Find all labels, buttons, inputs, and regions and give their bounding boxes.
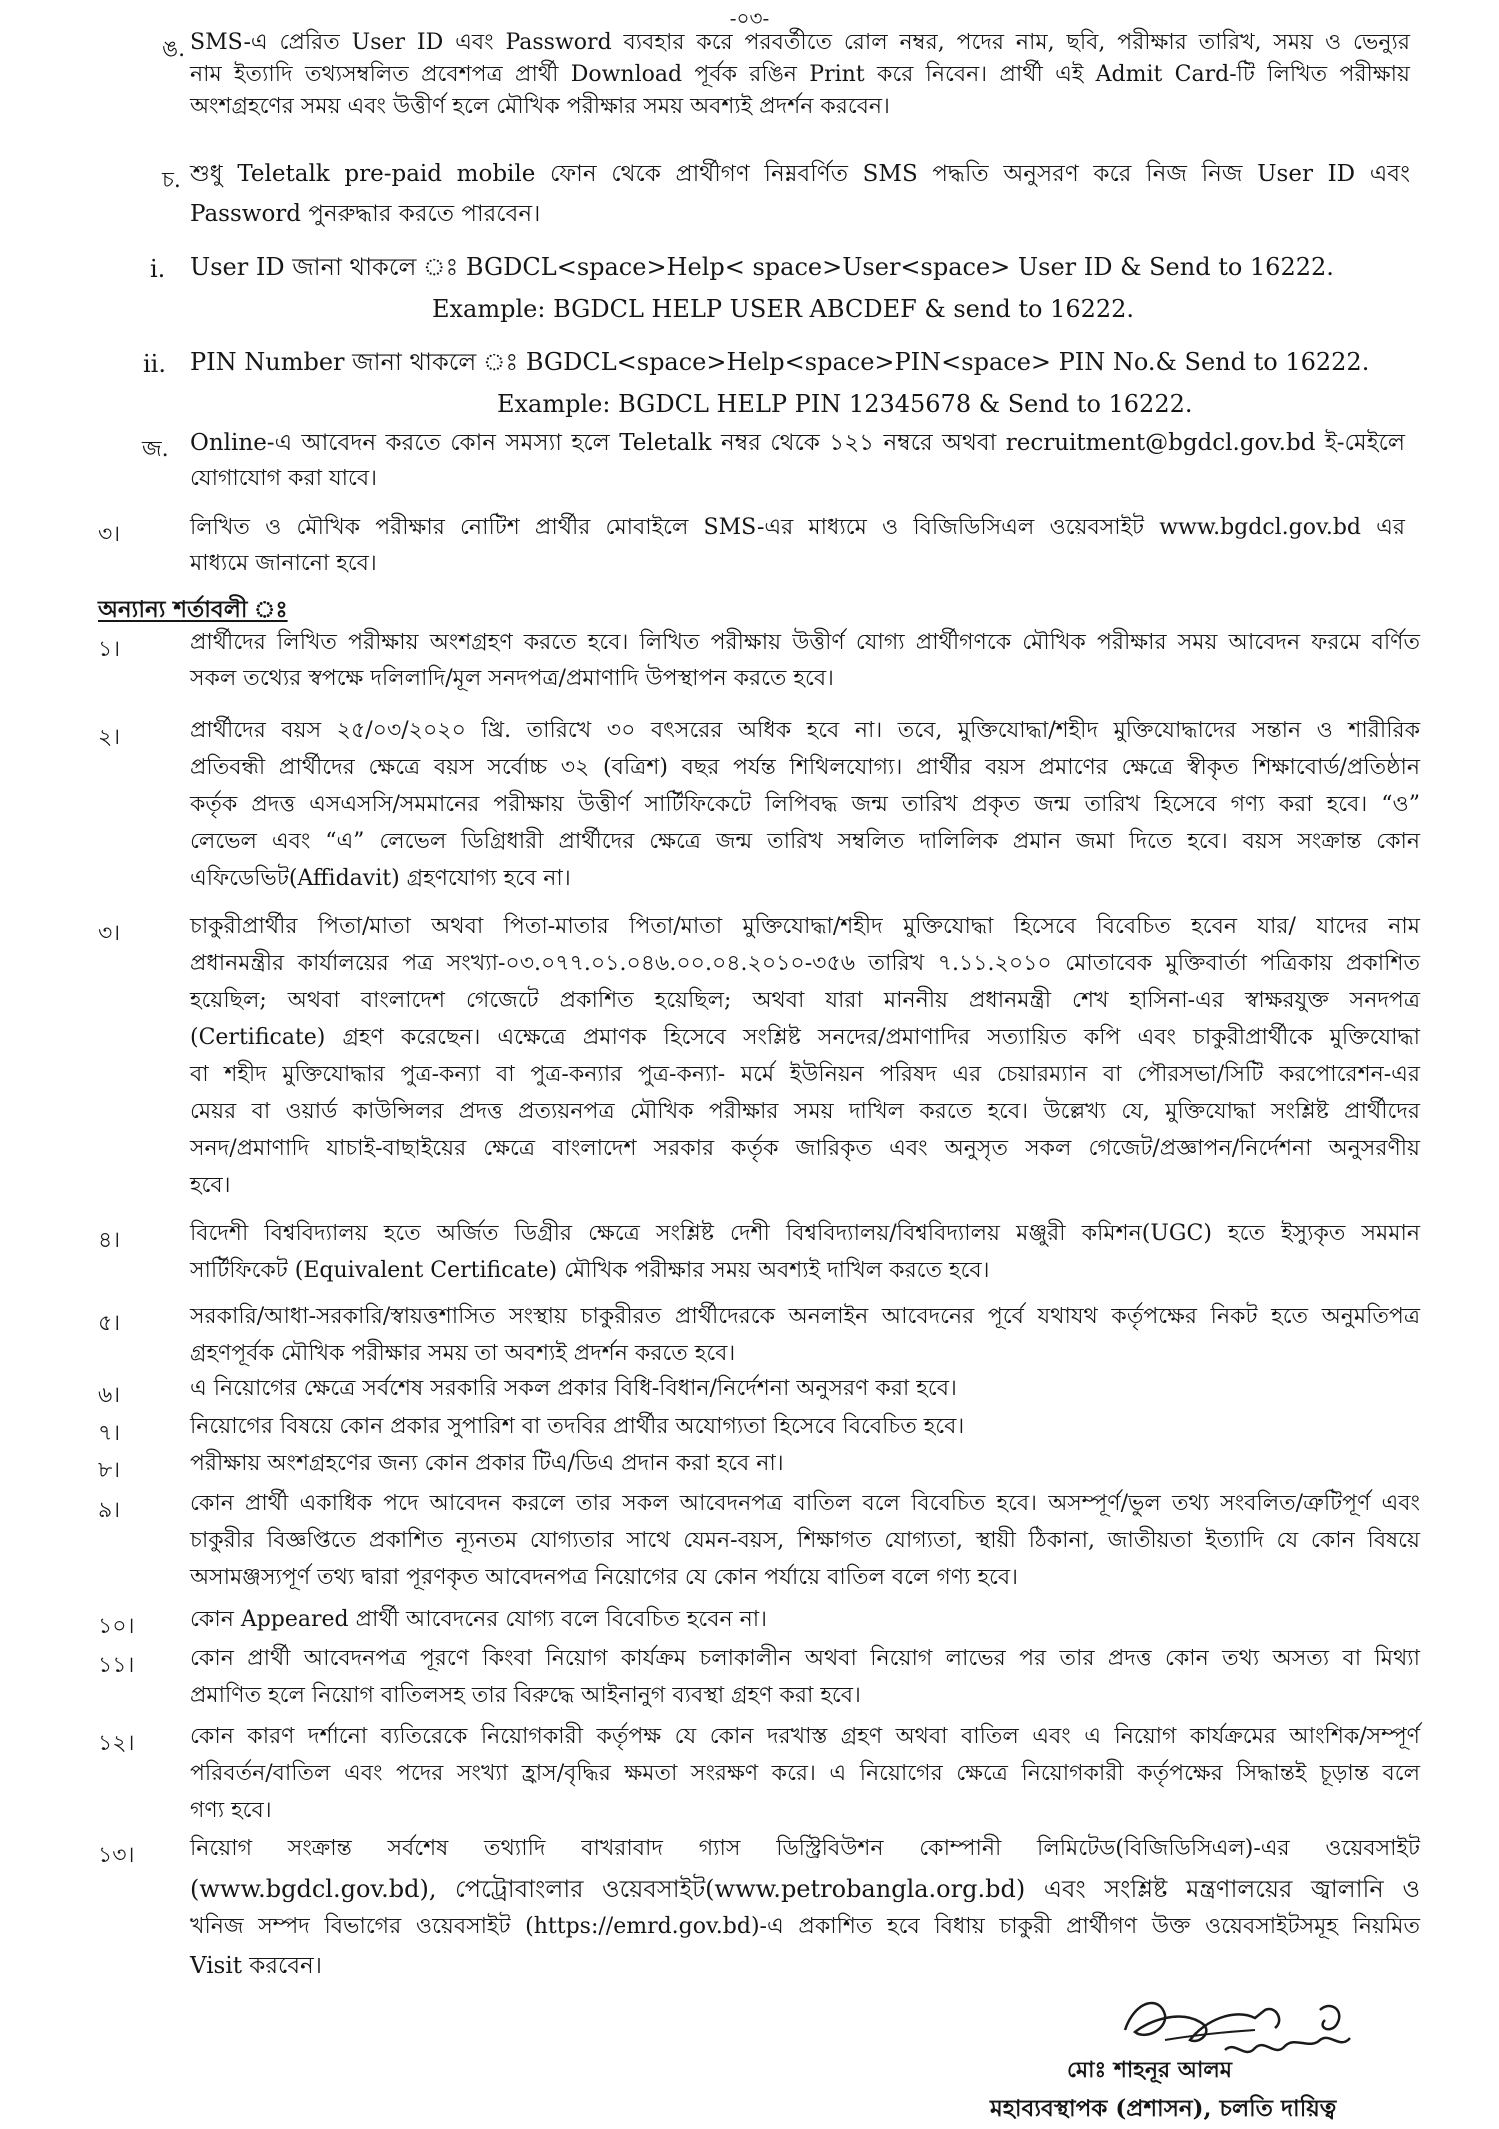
item-label: ৩। xyxy=(98,921,121,946)
item-line: সনদ/প্রমাণাদি যাচাই-বাছাইয়ের ক্ষেত্রে বাংলাদেশ সরকার কর্তৃক জারিকৃত এবং অনুসৃত সকল গেজেট/প্রজ্ঞাপন/নির্দেশনা অনুসরণীয় xyxy=(190,1136,1420,1161)
item-line: সকল তথ্যের স্বপক্ষে দলিলাদি/মূল সনদপত্র/প্রমাণাদি উপস্থাপন করতে হবে। xyxy=(190,666,834,691)
item-line: যোগাযোগ করা যাবে। xyxy=(190,466,377,491)
item-line: প্রতিবন্ধী প্রার্থীদের ক্ষেত্রে বয়স সর্বোচ্চ ৩২ (বত্রিশ) বছর পর্যন্ত শিথিলযোগ্য। প্রার্থীর বয়স প্রমাণের ক্ষেত্রে স্বীকৃত শিক্ষাবোর্ড/প্রতিষ্ঠান xyxy=(190,755,1420,780)
item-line: এফিডেভিট(Affidavit) গ্রহণযোগ্য হবে না। xyxy=(190,866,571,891)
item-line: বা শহীদ মুক্তিযোদ্ধার পুত্র-কন্যা বা পুত্র-কন্যার পুত্র-কন্যা- মর্মে ইউনিয়ন পরিষদ এর চেয়ারম্যান বা পৌরসভা/সিটি করপোরেশন-এর xyxy=(190,1062,1420,1087)
item-line: শুধু Teletalk pre-paid mobile ফোন থেকে প্রার্থীগণ নিম্নবর্ণিত SMS পদ্ধতি অনুসরণ করে নিজ নিজ User ID এবং xyxy=(190,161,1410,187)
item-label: ১। xyxy=(98,637,121,662)
item-line: হবে। xyxy=(190,1173,231,1198)
item-line: প্রধানমন্ত্রীর কার্যালয়ের পত্র সংখ্যা-০৩.০৭৭.০১.০৪৬.০০.০৪.২০১০-৩৫৬ তারিখ ৭.১১.২০১০ মোতাবেক মুক্তিবার্তা পত্রিকায় প্রকাশিত xyxy=(190,951,1420,976)
item-line: নিয়োগের বিষয়ে কোন প্রকার সুপারিশ বা তদবির প্রার্থীর অযোগ্যতা হিসেবে বিবেচিত হবে। xyxy=(190,1414,965,1439)
item-label: ঙ. xyxy=(162,37,186,62)
item-label: ৯। xyxy=(98,1498,121,1523)
item-line: চাকুরীর বিজ্ঞপ্তিতে প্রকাশিত ন্যূনতম যোগ্যতার সাথে যেমন-বয়স, শিক্ষাগত যোগ্যতা, স্থায়ী ঠিকানা, জাতীয়তা ইত্যাদি যে কোন বিষয়ে xyxy=(190,1528,1420,1553)
item-line: কোন প্রার্থী একাধিক পদে আবেদন করলে তার সকল আবেদনপত্র বাতিল বলে বিবেচিত হবে। অসম্পূর্ণ/ভুল তথ্য সংবলিত/ত্রুটিপূর্ণ এবং xyxy=(190,1491,1420,1516)
item-label: i. xyxy=(150,255,166,283)
page-number: -০৩- xyxy=(729,6,770,30)
item-line: সরকারি/আধা-সরকারি/স্বায়ত্তশাসিত সংস্থায় চাকুরীরত প্রার্থীদেরকে অনলাইন আবেদনের পূর্বে যথাযথ কর্তৃপক্ষের নিকট হতে অনুমতিপত্র xyxy=(190,1304,1420,1329)
item-line: সার্টিফিকেট (Equivalent Certificate) মৌখিক পরীক্ষার সময় অবশ্যই দাখিল করতে হবে। xyxy=(190,1258,990,1283)
item-line: অসামঞ্জস্যপূর্ণ তথ্য দ্বারা পূরণকৃত আবেদনপত্র নিয়োগের যে কোন পর্যায়ে বাতিল বলে গণ্য হবে। xyxy=(190,1565,1018,1590)
item-line: কোন প্রার্থী আবেদনপত্র পূরণে কিংবা নিয়োগ কার্যক্রম চলাকালীন অথবা নিয়োগ লাভের পর তার প্রদত্ত কোন তথ্য অসত্য বা মিথ্যা xyxy=(190,1646,1420,1671)
item-label: ১০। xyxy=(98,1614,135,1639)
signatory-title: মহাব্যবস্থাপক (প্রশাসন), চলতি দায়িত্ব xyxy=(990,2095,1337,2122)
item-label: জ. xyxy=(142,437,169,462)
item-line: Password পুনরুদ্ধার করতে পারবেন। xyxy=(190,201,541,227)
item-label: চ. xyxy=(162,168,181,193)
item-label: ৮। xyxy=(98,1458,121,1483)
item-label: ৬। xyxy=(98,1383,121,1408)
item-line: গ্রহণপূর্বক মৌখিক পরীক্ষার সময় তা অবশ্যই প্রদর্শন করতে হবে। xyxy=(190,1341,736,1366)
item-line: পরিবর্তন/বাতিল এবং পদের সংখ্যা হ্রাস/বৃদ্ধির ক্ষমতা সংরক্ষণ করে। এ নিয়োগের ক্ষেত্রে নিয়োগকারী কর্তৃপক্ষের সিদ্ধান্তই চূড়ান্ত বলে xyxy=(190,1761,1420,1786)
item-label: ১১। xyxy=(98,1653,135,1678)
signatory-name: মোঃ শাহনূর আলম xyxy=(1067,2057,1233,2083)
item-line: প্রমাণিত হলে নিয়োগ বাতিলসহ তার বিরুদ্ধে আইনানুগ ব্যবস্থা গ্রহণ করা হবে। xyxy=(190,1683,861,1708)
item-line: (Certificate) গ্রহণ করেছেন। এক্ষেত্রে প্রমাণক হিসেবে সংশ্লিষ্ট সনদের/প্রমাণাদির সত্যায়িত কপি এবং চাকুরীপ্রার্থীকে মুক্তিযোদ্ধা xyxy=(190,1025,1420,1050)
item-line: অংশগ্রহণের সময় এবং উত্তীর্ণ হলে মৌখিক পরীক্ষার সময় অবশ্যই প্রদর্শন করবেন। xyxy=(190,94,890,119)
item-line: কর্তৃক প্রদত্ত এসএসসি/সমমানের পরীক্ষায় উত্তীর্ণ সার্টিফিকেটে লিপিবদ্ধ জন্ম তারিখ প্রকৃত জন্ম তারিখ হিসেবে গণ্য করা হবে। “ও” xyxy=(190,792,1420,817)
item-line: PIN Number জানা থাকলে ঃ BGDCL<space>Help<space>PIN<space> PIN No.& Send to 16222. xyxy=(190,348,1370,376)
example-line: Example: BGDCL HELP PIN 12345678 & Send to 16222. xyxy=(497,390,1193,418)
item-line: মেয়র বা ওয়ার্ড কাউন্সিলর প্রদত্ত প্রত্যয়নপত্র মৌখিক পরীক্ষার সময় দাখিল করতে হবে। উল্লেখ্য যে, মুক্তিযোদ্ধা সংশ্লিষ্ট প্রার্থীদের xyxy=(190,1099,1420,1124)
item-line: Visit করবেন। xyxy=(190,1953,323,1979)
item-line: পরীক্ষায় অংশগ্রহণের জন্য কোন প্রকার টিএ/ডিএ প্রদান করা হবে না। xyxy=(190,1451,784,1476)
item-line: (www.bgdcl.gov.bd), পেট্রোবাংলার ওয়েবসাইট(www.petrobangla.org.bd) এবং সংশ্লিষ্ট মন্ত্রণালয়ের জ্বালানি ও xyxy=(190,1875,1420,1903)
item-line: চাকুরীপ্রার্থীর পিতা/মাতা অথবা পিতা-মাতার পিতা/মাতা মুক্তিযোদ্ধা/শহীদ মুক্তিযোদ্ধা হিসেবে বিবেচিত হবেন যার/ যাদের নাম xyxy=(190,914,1420,939)
item-line: Online-এ আবেদন করতে কোন সমস্যা হলে Teletalk নম্বর থেকে ১২১ নম্বরে অথবা recruitment@bgdcl.gov.bd ই-মেইলে xyxy=(190,430,1405,456)
item-line: নাম ইত্যাদি তথ্যসম্বলিত প্রবেশপত্র প্রার্থী Download পূর্বক রঙিন Print করে নিবেন। প্রার্থী এই Admit Card-টি লিখিত পরীক্ষায় xyxy=(190,62,1410,87)
item-line: কোন কারণ দর্শানো ব্যতিরেকে নিয়োগকারী কর্তৃপক্ষ যে কোন দরখাস্ত গ্রহণ অথবা বাতিল এবং এ নিয়োগ কার্যক্রমের আংশিক/সম্পূর্ণ xyxy=(190,1724,1420,1749)
item-line: বিদেশী বিশ্ববিদ্যালয় হতে অর্জিত ডিগ্রীর ক্ষেত্রে সংশ্লিষ্ট দেশী বিশ্ববিদ্যালয়/বিশ্ববিদ্যালয় মঞ্জুরী কমিশন(UGC) হতে ইস্যুকৃত সমমান xyxy=(190,1221,1420,1246)
item-line: প্রার্থীদের লিখিত পরীক্ষায় অংশগ্রহণ করতে হবে। লিখিত পরীক্ষায় উত্তীর্ণ যোগ্য প্রার্থীগণকে মৌখিক পরীক্ষার সময় আবেদন ফরমে বর্ণিত xyxy=(190,630,1420,655)
item-line: লেভেল এবং “এ” লেভেল ডিগ্রিধারী প্রার্থীদের ক্ষেত্রে জন্ম তারিখ সম্বলিত দালিলিক প্রমান জমা দিতে হবে। বয়স সংক্রান্ত কোন xyxy=(190,829,1420,854)
item-label: ১২। xyxy=(98,1731,135,1756)
item-label: ১৩। xyxy=(98,1843,135,1868)
item-label: ২। xyxy=(98,725,121,750)
item-line: খনিজ সম্পদ বিভাগের ওয়েবসাইট (https://emrd.gov.bd)-এ প্রকাশিত হবে বিধায় চাকুরী প্রার্থীগণ উক্ত ওয়েবসাইটসমূহ নিয়মিত xyxy=(190,1914,1420,1939)
section-heading: অন্যান্য শর্তাবলী ঃ xyxy=(98,596,288,623)
item-line: হয়েছিল; অথবা বাংলাদেশ গেজেটে প্রকাশিত হয়েছিল; অথবা যারা মাননীয় প্রধানমন্ত্রী শেখ হাসিনা-এর স্বাক্ষরযুক্ত সনদপত্র xyxy=(190,988,1420,1013)
item-label: ৭। xyxy=(98,1421,121,1446)
item-label: ৪। xyxy=(98,1228,121,1253)
item-label: ii. xyxy=(143,350,166,378)
item-line: SMS-এ প্রেরিত User ID এবং Password ব্যবহার করে পরবর্তীতে রোল নম্বর, পদের নাম, ছবি, পরীক্ষার তারিখ, সময় ও ভেন্যুর xyxy=(190,30,1410,55)
item-label: ৫। xyxy=(98,1311,121,1336)
example-line: Example: BGDCL HELP USER ABCDEF & send to 16222. xyxy=(432,295,1135,323)
item-label: ৩। xyxy=(98,522,121,547)
item-line: কোন Appeared প্রার্থী আবেদনের যোগ্য বলে বিবেচিত হবেন না। xyxy=(190,1607,768,1632)
item-line: গণ্য হবে। xyxy=(190,1798,272,1823)
item-line: লিখিত ও মৌখিক পরীক্ষার নোটিশ প্রার্থীর মোবাইলে SMS-এর মাধ্যমে ও বিজিডিসিএল ওয়েবসাইট www.bgdcl.gov.bd এর xyxy=(190,515,1405,540)
item-line: মাধ্যমে জানানো হবে। xyxy=(190,551,377,576)
item-line: প্রার্থীদের বয়স ২৫/০৩/২০২০ খ্রি. তারিখে ৩০ বৎসরের অধিক হবে না। তবে, মুক্তিযোদ্ধা/শহীদ মুক্তিযোদ্ধাদের সন্তান ও শারীরিক xyxy=(190,718,1420,743)
item-line: User ID জানা থাকলে ঃ BGDCL<space>Help< space>User<space> User ID & Send to 16222. xyxy=(190,253,1334,281)
item-line: নিয়োগ সংক্রান্ত সর্বশেষ তথ্যাদি বাখরাবাদ গ্যাস ডিস্ট্রিবিউশন কোম্পানী লিমিটেড(বিজিডিসিএল)-এর ওয়েবসাইট xyxy=(190,1836,1420,1861)
item-line: এ নিয়োগের ক্ষেত্রে সর্বশেষ সরকারি সকল প্রকার বিধি-বিধান/নির্দেশনা অনুসরণ করা হবে। xyxy=(190,1376,957,1401)
